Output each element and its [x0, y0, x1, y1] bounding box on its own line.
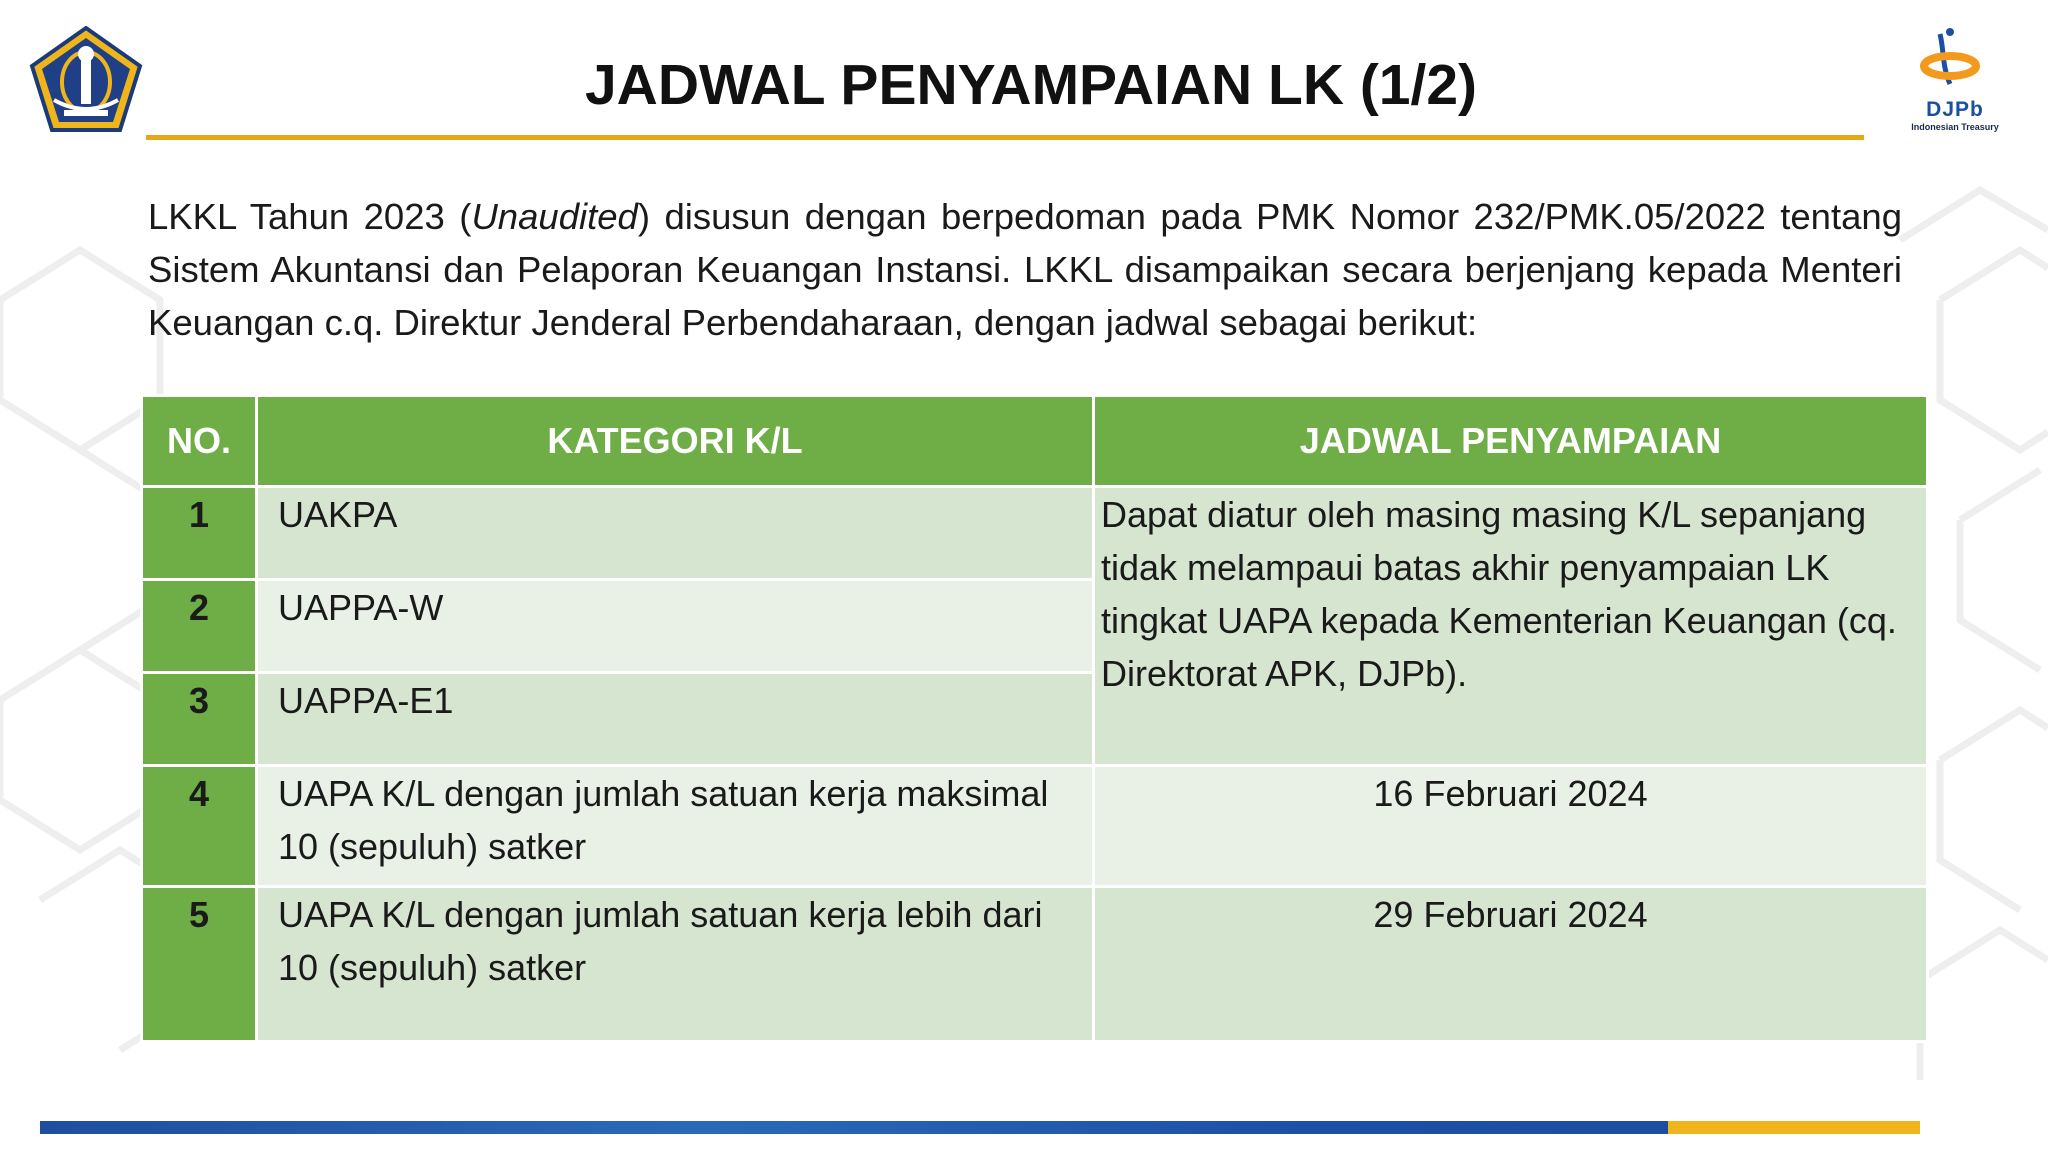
row-number: 3 — [142, 673, 257, 766]
row-category: UAKPA — [257, 487, 1094, 580]
header-kategori: KATEGORI K/L — [257, 396, 1094, 487]
row-category: UAPA K/L dengan jumlah satuan kerja lebih dari 10 (sepuluh) satker — [257, 887, 1094, 1042]
merged-schedule-cell: Dapat diatur oleh masing masing K/L sepanjang tidak melampaui batas akhir penyampaian LK tingkat UAPA kepada Kementerian Keuangan (cq. Direktorat APK, DJPb). — [1094, 487, 1928, 766]
djpb-logo-subtitle: Indonesian Treasury — [1911, 122, 1999, 132]
table-header-row — [142, 396, 1928, 487]
row-category: UAPPA-E1 — [257, 673, 1094, 766]
intro-text-start: LKKL Tahun 2023 ( — [148, 196, 472, 237]
row-category: UAPPA-W — [257, 580, 1094, 673]
row-number: 2 — [142, 580, 257, 673]
header-no: NO. — [142, 396, 257, 487]
row-number: 1 — [142, 487, 257, 580]
djpb-logo-icon — [1900, 26, 2010, 138]
table-row — [142, 766, 1928, 887]
djpb-logo-text: DJPb — [1926, 98, 1984, 121]
row-schedule: 16 Februari 2024 — [1094, 766, 1928, 887]
footer-accent — [1668, 1121, 1920, 1134]
page-title: JADWAL PENYAMPAIAN LK (1/2) — [584, 53, 1478, 117]
header-jadwal: JADWAL PENYAMPAIAN — [1094, 396, 1928, 487]
footer-bar — [40, 1121, 1920, 1134]
intro-paragraph — [148, 190, 1902, 349]
row-number: 5 — [142, 887, 257, 1042]
kemenkeu-emblem-icon — [28, 26, 144, 134]
table-row — [142, 487, 1928, 580]
title-underline — [146, 135, 1864, 140]
row-category: UAPA K/L dengan jumlah satuan kerja maksimal 10 (sepuluh) satker — [257, 766, 1094, 887]
intro-text-italic: Unaudited — [471, 196, 638, 237]
schedule-table — [140, 394, 1929, 1043]
row-number: 4 — [142, 766, 257, 887]
intro-text-end: ) disusun dengan berpedoman pada PMK Nomor 232/PMK.05/2022 tentang Sistem Akuntansi dan Pelaporan Keuangan Instansi. LKKL disampaikan secara berjenjang kepada Menteri Keuangan c.q. Direktur Jenderal Perbendaharaan, dengan jadwal sebagai berikut: — [148, 196, 1902, 343]
table-row — [142, 887, 1928, 1042]
row-schedule: 29 Februari 2024 — [1094, 887, 1928, 1042]
